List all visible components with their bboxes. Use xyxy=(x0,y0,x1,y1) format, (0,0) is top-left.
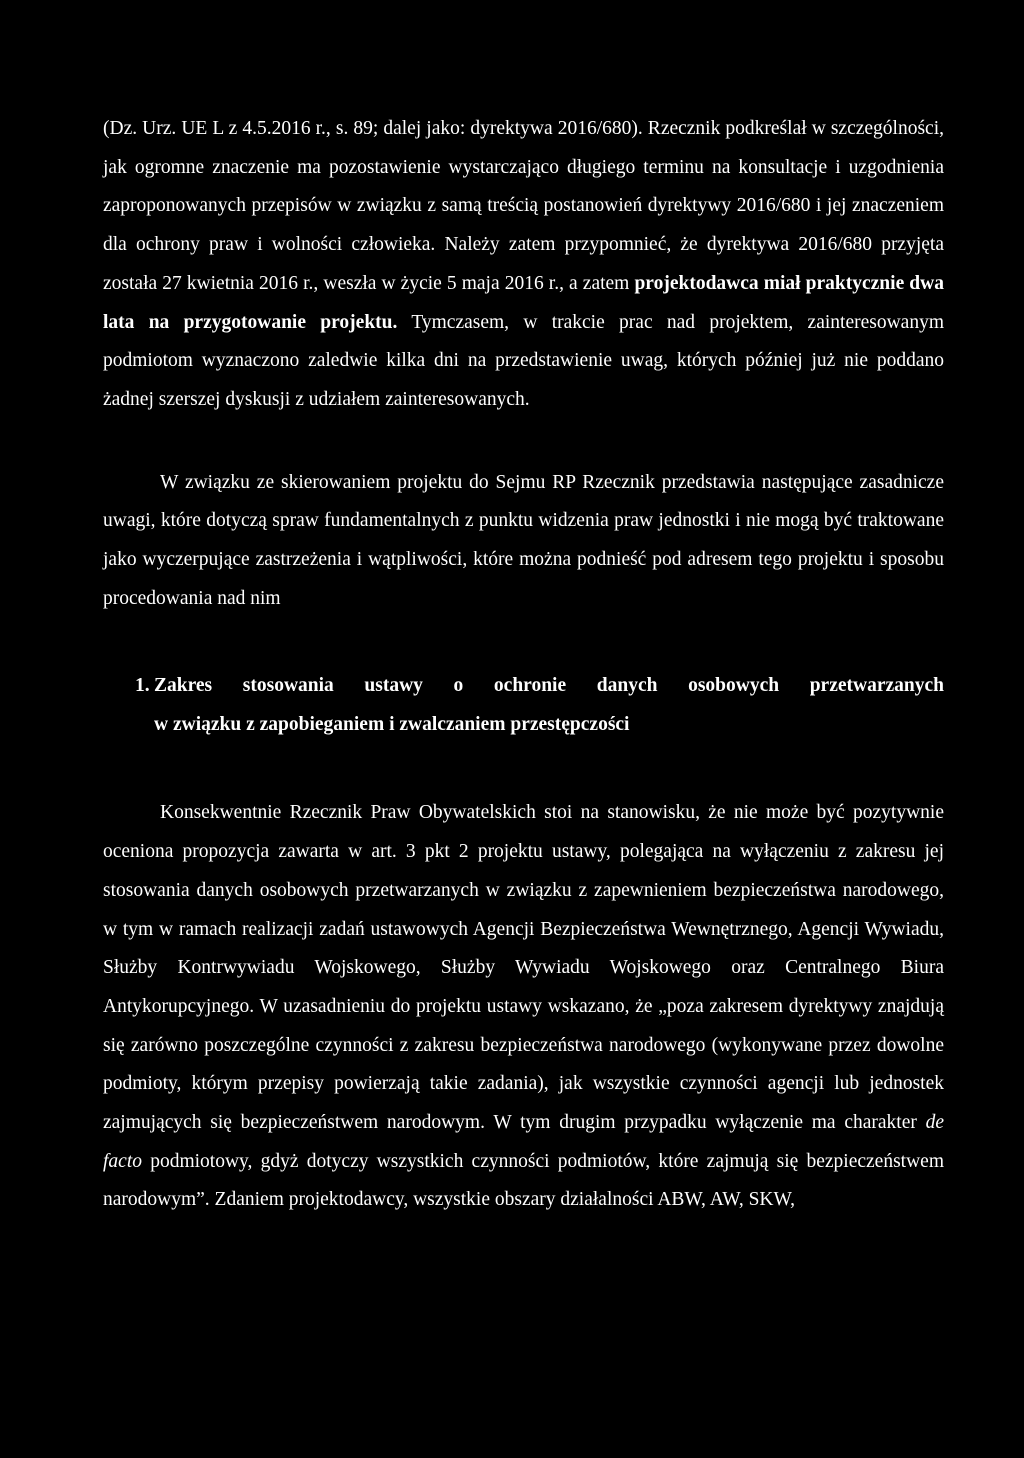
paragraph-intro xyxy=(103,110,944,420)
paragraph-scope-continuation: podmiotowy, gdyż dotyczy wszystkich czynności podmiotów, które zajmują się bezpieczeństwem narodowym”. Zdaniem projektodawcy, wszystkie obszary działalności ABW, AW, SKW, xyxy=(103,1150,944,1211)
paragraph-intro-emphasis: projektodawca miał praktycznie dwa lata na przygotowanie projektu. xyxy=(103,272,944,333)
paragraph-scope-italic: de facto xyxy=(103,1112,944,1172)
paragraph-sejm-remarks: W związku ze skierowaniem projektu do Sejmu RP Rzecznik przedstawia następujące zasadnicze uwagi, które dotyczą spraw fundamentalnych z punktu widzenia praw jednostki i nie mogą być traktowane jako wyczerpujące zastrzeżenia i wątpliwości, które można podnieść pod adresem tego projektu i sposobu procedowania nad nim xyxy=(103,471,944,609)
paragraph-scope xyxy=(103,794,944,1220)
section-heading-number: 1. xyxy=(135,675,150,697)
paragraph-intro-text: (Dz. Urz. UE L z 4.5.2016 r., s. 89; dalej jako: dyrektywa 2016/680). Rzecznik podkreślał w szczególności, jak ogromne znaczenie ma pozostawienie wystarczająco długiego terminu na konsultacje i uzgodnienia zaproponowanych przepisów w związku z samą treścią postanowień dyrektywy 2016/680 i jej znaczeniem dla ochrony praw i wolności człowieka. Należy zatem przypomnieć, że dyrektywa 2016/680 przyjęta została 27 kwietnia 2016 r., weszła w życie 5 maja 2016 r., xyxy=(103,118,944,294)
paragraph-intro-continuation: Tymczasem, w trakcie prac nad projektem, zainteresowanym podmiotom wyznaczono zaledwie kilka dni na przedstawienie uwag, których później już nie poddano żadnej szerszej dyskusji z udziałem zainteresowanych. xyxy=(103,311,945,410)
section-heading-line-1 xyxy=(103,666,944,705)
section-heading-line-2: w związku z zapobieganiem i zwalczaniem przestępczości xyxy=(154,714,630,736)
paragraph-scope-text: Konsekwentnie Rzecznik Praw Obywatelskich stoi na stanowisku, że nie może być pozytywnie oceniona propozycja zawarta w art. 3 pkt 2 projektu ustawy, polegająca na wyłączeniu z zakresu jej stosowania danych osobowych przetwarzanych w związku z zapewnieniem bezpieczeństwa narodowego, w tym w ramach realizacji zadań ustawowych Agencji Bezpieczeństwa Wewnętrznego, Agencji Wywiadu, Służby Kontrwywiadu Wojskowego, Służby Wywiadu Wojskowego oraz Centralnego Biura Antykorupcyjnego. W uzasadnieniu do projektu ustawy wskazano, że „poza zakresem dyrektywy znajdują się zarówno poszczególne czynności z zakresu bezpieczeństwa narodowego (wykonywane przez dowolne podmioty, którym przepisy powierzają takie zadania), jak wszystkie czynności agencji lub jednostek zajmujących się bezpieczeństwem narodowym. W tym drugim przypadku wyłączenie ma charakter xyxy=(103,802,944,1134)
section-heading xyxy=(103,666,944,744)
section-heading-title-1: Zakres stosowania ustawy o ochronie danych osobowych przetwarzanych xyxy=(154,675,944,697)
paragraph-intro-connector: a zatem xyxy=(563,272,635,294)
